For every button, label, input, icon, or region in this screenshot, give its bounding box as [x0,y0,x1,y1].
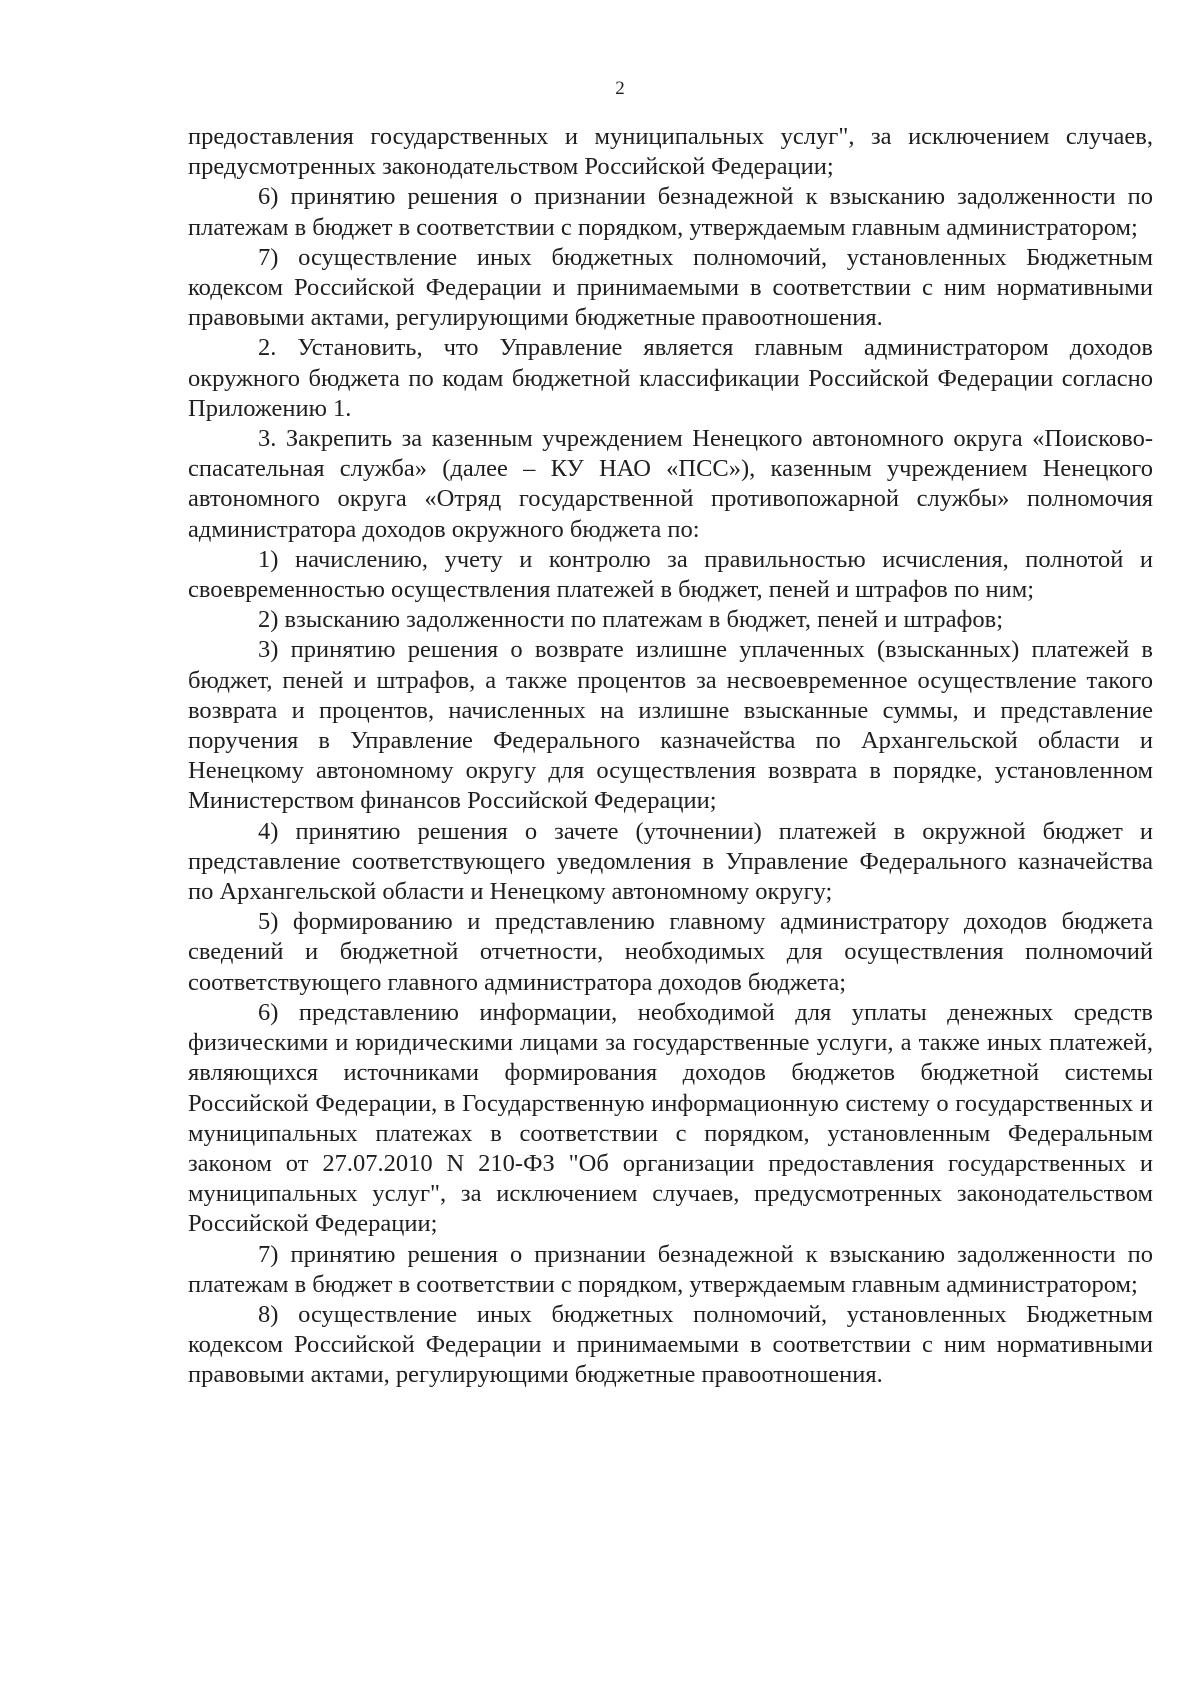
paragraph: 2) взысканию задолженности по платежам в бюджет, пеней и штрафов; [258,606,1004,634]
paragraph: 2. Установить, что Управление является главным администратором доходов окружного бюджета по кодам бюджетной классификации Российской Федерации согласно Приложению 1. [188,334,1153,422]
paragraph: предоставления государственных и муниципальных услуг", за исключением случаев, предусмотренных законодательством Российской Федерации; [188,123,1153,181]
page-number: 2 [615,78,625,99]
paragraph: 3) принятию решения о возврате излишне уплаченных (взысканных) платежей в бюджет, пеней и штрафов, а также процентов за несвоевременное осуществление такого возврата и процентов, начисленных на излишне взысканные суммы, и представление поручения в Управление Федерального казначейства по Архангельской области и Ненецкому автономному округу для осуществления возврата в порядке, установленном Министерством финансов Российской Федерации; [188,636,1153,815]
paragraph: 8) осуществление иных бюджетных полномочий, установленных Бюджетным кодексом Российской Федерации и принимаемыми в соответствии с ним нормативными правовыми актами, регулирующими бюджетные правоотношения. [188,1300,1153,1389]
paragraph: 1) начислению, учету и контролю за правильностью исчисления, полнотой и своевременностью осуществления платежей в бюджет, пеней и штрафов по ним; [188,545,1153,604]
paragraph: 3. Закрепить за казенным учреждением Ненецкого автономного округа «Поисково-спасательная служба» (далее – КУ НАО «ПСС»), казенным учреждением Ненецкого автономного округа «Отряд государственной противопожарной службы» полномочия администратора доходов окружного бюджета по: [188,425,1153,543]
paragraph: 5) формированию и представлению главному администратору доходов бюджета сведений и бюджетной отчетности, необходимых для осуществления полномочий соответствующего главного администратора доходов бюджета; [188,908,1153,996]
paragraph: 7) принятию решения о признании безнадежной к взысканию задолженности по платежам в бюджет в соответствии с порядком, утверждаемым главным администратором; [188,1240,1153,1298]
paragraph: 7) осуществление иных бюджетных полномочий, установленных Бюджетным кодексом Российской Федерации и принимаемыми в соответствии с ним нормативными правовыми актами, регулирующими бюджетные правоотношения. [188,243,1153,332]
paragraph: 6) представлению информации, необходимой для уплаты денежных средств физическими и юридическими лицами за государственные услуги, а также иных платежей, являющихся источниками формирования доходов бюджетов бюджетной системы Российской Федерации, в Государственную информационную систему о государственных и муниципальных платежах в соответствии с порядком, установленным Федеральным законом от 27.07.2010 N 210-ФЗ "Об организации предоставления государственных и муниципальных услуг", за исключением случаев, предусмотренных законодательством Российской Федерации; [188,998,1153,1238]
paragraph: 6) принятию решения о признании безнадежной к взысканию задолженности по платежам в бюджет в соответствии с порядком, утверждаемым главным администратором; [188,183,1153,241]
paragraph: 4) принятию решения о зачете (уточнении) платежей в окружной бюджет и представление соответствующего уведомления в Управление Федерального казначейства по Архангельской области и Ненецкому автономному округу; [188,817,1153,906]
document-body [188,122,1153,1391]
